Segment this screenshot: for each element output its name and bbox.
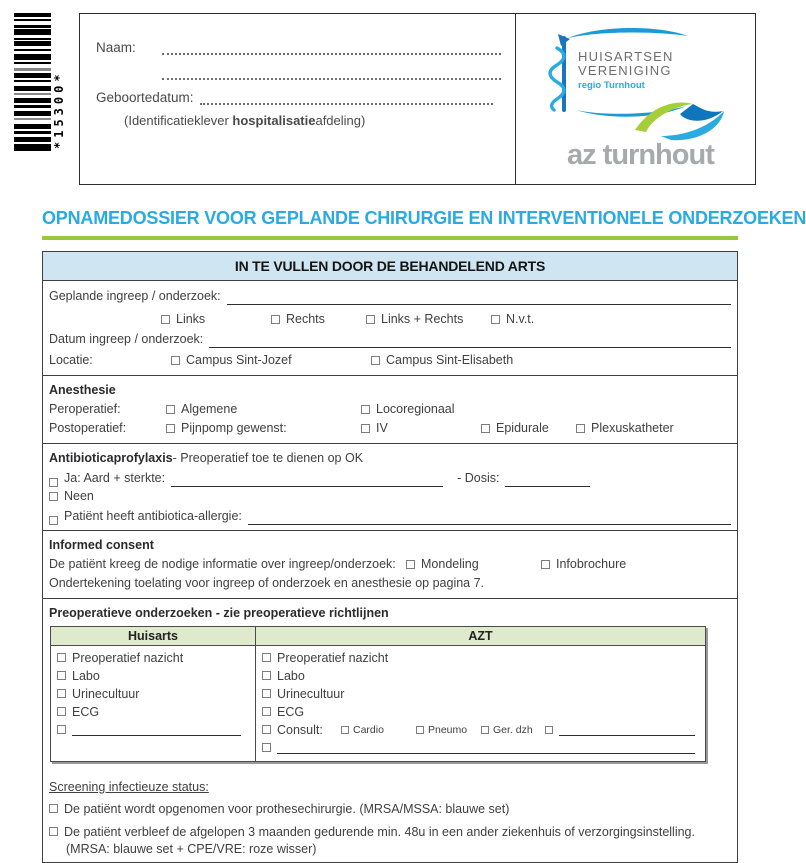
antibiotics-subtitle: - Preoperatief toe te dienen op OK — [172, 450, 364, 465]
checkbox-azt-preop-nazicht[interactable] — [262, 653, 271, 662]
preop-table-body — [51, 646, 705, 761]
note-prefix: (Identificatieklever — [124, 113, 233, 128]
note-bold: hospitalisatie — [232, 113, 316, 128]
hv-logo-line1: HUISARTSEN — [578, 49, 674, 64]
checkbox-ha-preop-nazicht[interactable] — [57, 653, 66, 662]
checkbox-azt-other[interactable] — [262, 743, 271, 752]
screening-item1: De patiënt wordt opgenomen voor prothesechirurgie. (MRSA/MSSA: blauwe set) — [64, 801, 510, 816]
identification-area — [0, 0, 772, 192]
section-preop — [43, 598, 737, 772]
checkbox-azt-labo[interactable] — [262, 671, 271, 680]
checkbox-prothesechirurgie[interactable] — [49, 804, 58, 813]
form-box — [42, 251, 738, 863]
checkbox-consult-other[interactable] — [545, 726, 553, 734]
column-header-azt: AZT — [468, 628, 493, 643]
peroperative-label: Peroperatief: — [49, 401, 121, 416]
ha-item: Urinecultuur — [72, 686, 140, 701]
dob-label: Geboortedatum: — [96, 90, 194, 105]
column-header-huisarts: Huisarts — [51, 627, 256, 645]
azt-item: Urinecultuur — [277, 686, 345, 701]
name-label: Naam: — [96, 40, 136, 55]
checkbox-iv[interactable] — [361, 424, 370, 433]
az-turnhout-swoosh-icon — [631, 98, 727, 142]
checkbox-antibiotics-allergie[interactable] — [49, 516, 58, 525]
checkbox-campus-sint-elisabeth[interactable] — [371, 356, 380, 365]
dose-label: - Dosis: — [457, 470, 500, 485]
consult-other-field[interactable] — [559, 723, 695, 736]
ha-item: ECG — [72, 704, 100, 719]
patient-fields — [80, 14, 515, 184]
option-iv: IV — [376, 420, 388, 435]
checkbox-mondeling[interactable] — [406, 560, 415, 569]
screening-item2-sub: (MRSA: blauwe set + CPE/VRE: roze wisser) — [66, 841, 317, 856]
option-algemene: Algemene — [181, 401, 238, 416]
antibiotics-type-field[interactable] — [171, 474, 443, 487]
checkbox-consult-ger-dzh[interactable] — [481, 726, 489, 734]
barcode — [14, 13, 70, 151]
checkbox-antibiotics-ja[interactable] — [49, 478, 58, 487]
name-field-line2[interactable] — [162, 67, 501, 80]
consent-line1: De patiënt kreeg de nodige informatie over ingreep/onderzoek: — [49, 556, 396, 571]
antibiotics-no-label: Neen — [64, 488, 94, 503]
barcode-icon — [14, 13, 51, 151]
az-turnhout-logo — [565, 102, 745, 172]
name-field[interactable] — [162, 42, 501, 55]
patient-identification-box — [79, 13, 756, 185]
checkbox-azt-urinecultuur[interactable] — [262, 689, 271, 698]
section-screening — [43, 772, 737, 862]
consult-label: Consult: — [277, 722, 323, 737]
checkbox-verblijf-ziekenhuis[interactable] — [49, 827, 58, 836]
anesthesia-title: Anesthesie — [49, 382, 116, 397]
planned-procedure-label: Geplande ingreep / onderzoek: — [49, 288, 221, 303]
ha-item: Labo — [72, 668, 100, 683]
ha-item: Preoperatief nazicht — [72, 650, 184, 665]
hv-logo-line3: regio Turnhout — [578, 80, 645, 91]
azt-other-field[interactable] — [277, 741, 695, 754]
screening-item2: De patiënt verbleef de afgelopen 3 maanden gedurende min. 48u in een ander ziekenhuis of verzorgingsinstelling. — [64, 824, 695, 839]
checkbox-plexuskatheter[interactable] — [576, 424, 585, 433]
checkbox-ha-labo[interactable] — [57, 671, 66, 680]
option-rechts: Rechts — [286, 311, 325, 326]
checkbox-azt-consult[interactable] — [262, 725, 271, 734]
checkbox-ha-other[interactable] — [57, 725, 66, 734]
allergy-label: Patiënt heeft antibiotica-allergie: — [64, 508, 242, 523]
checkbox-infobrochure[interactable] — [541, 560, 550, 569]
checkbox-antibiotics-neen[interactable] — [49, 492, 58, 501]
azt-column — [256, 646, 705, 761]
checkbox-locoregionaal[interactable] — [361, 405, 370, 414]
preop-table-header — [51, 627, 705, 646]
option-plexuskatheter: Plexuskatheter — [591, 420, 674, 435]
ha-other-field[interactable] — [72, 723, 241, 736]
form-section-header: IN TE VULLEN DOOR DE BEHANDELEND ARTS — [43, 252, 737, 281]
option-pijnpomp: Pijnpomp gewenst: — [181, 420, 287, 435]
checkbox-epidurale[interactable] — [481, 424, 490, 433]
checkbox-rechts[interactable] — [271, 315, 280, 324]
option-mondeling: Mondeling — [421, 556, 479, 571]
checkbox-links-rechts[interactable] — [366, 315, 375, 324]
checkbox-ha-urinecultuur[interactable] — [57, 689, 66, 698]
consent-line2: Ondertekening toelating voor ingreep of onderzoek en anesthesie op pagina 7. — [49, 575, 485, 590]
option-cardio: Cardio — [353, 723, 384, 736]
allergy-field[interactable] — [248, 512, 731, 525]
option-pneumo: Pneumo — [428, 723, 468, 736]
section-informed-consent — [43, 530, 737, 598]
logo-panel — [515, 14, 755, 184]
dose-field[interactable] — [505, 474, 590, 487]
azt-item: ECG — [277, 704, 305, 719]
section-antibiotics — [43, 443, 737, 530]
option-locoregionaal: Locoregionaal — [376, 401, 455, 416]
note-suffix: afdeling) — [315, 113, 366, 128]
page-title: OPNAMEDOSSIER VOOR GEPLANDE CHIRURGIE EN INTERVENTIONELE ONDERZOEKEN — [42, 208, 806, 228]
barcode-number: *15300* — [52, 70, 66, 149]
option-links: Links — [176, 311, 206, 326]
checkbox-campus-sint-jozef[interactable] — [171, 356, 180, 365]
option-epidurale: Epidurale — [496, 420, 549, 435]
antibiotics-yes-label: Ja: Aard + sterkte: — [64, 470, 166, 485]
hv-logo-text — [578, 50, 674, 93]
checkbox-ha-ecg[interactable] — [57, 707, 66, 716]
checkbox-pijnpomp[interactable] — [166, 424, 175, 433]
option-infobrochure: Infobrochure — [556, 556, 627, 571]
checkbox-links[interactable] — [161, 315, 170, 324]
location-label: Locatie: — [49, 352, 93, 367]
huisarts-column — [51, 646, 256, 761]
option-ger-dzh: Ger. dzh — [493, 723, 533, 736]
identification-note — [124, 113, 501, 128]
title-underline — [42, 236, 738, 240]
checkbox-nvt[interactable] — [491, 315, 500, 324]
hv-logo-line2: VERENIGING — [578, 63, 672, 78]
preop-table — [50, 626, 706, 762]
azt-item: Labo — [277, 668, 305, 683]
option-nvt: N.v.t. — [506, 311, 535, 326]
checkbox-consult-pneumo[interactable] — [416, 726, 424, 734]
postoperative-label: Postoperatief: — [49, 420, 127, 435]
screening-title: Screening infectieuze status: — [49, 779, 209, 794]
checkbox-consult-cardio[interactable] — [341, 726, 349, 734]
dob-field[interactable] — [200, 92, 493, 105]
preop-title: Preoperatieve onderzoeken - zie preoperatieve richtlijnen — [49, 605, 389, 620]
option-campus-sint-elisabeth: Campus Sint-Elisabeth — [386, 352, 514, 367]
procedure-date-label: Datum ingreep / onderzoek: — [49, 331, 204, 346]
section-anesthesia — [43, 375, 737, 443]
az-turnhout-wordmark: az turnhout — [567, 139, 714, 171]
azt-item: Preoperatief nazicht — [277, 650, 389, 665]
checkbox-azt-ecg[interactable] — [262, 707, 271, 716]
checkbox-algemene[interactable] — [166, 405, 175, 414]
consent-title: Informed consent — [49, 537, 154, 552]
option-links-rechts: Links + Rechts — [381, 311, 464, 326]
section-planned-procedure — [43, 281, 737, 375]
option-campus-sint-jozef: Campus Sint-Jozef — [186, 352, 292, 367]
antibiotics-title: Antibioticaprofylaxis — [49, 450, 173, 465]
planned-procedure-field[interactable] — [227, 292, 731, 305]
procedure-date-field[interactable] — [209, 335, 731, 348]
